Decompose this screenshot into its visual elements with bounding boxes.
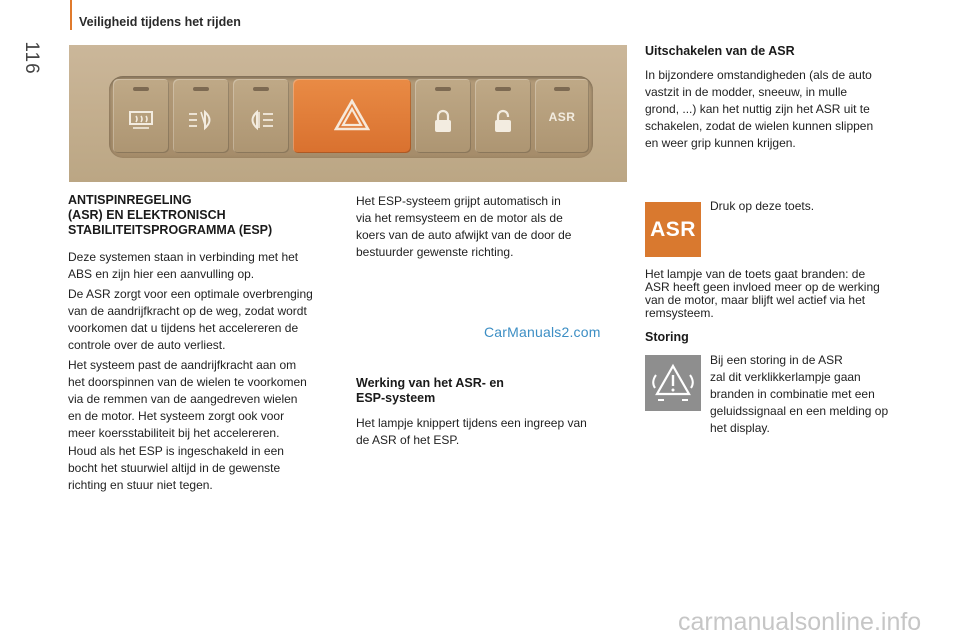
text-line: schakelen, zodat de wielen kunnen slippen [645,119,874,133]
esp-warning-icon [645,355,701,411]
page-number: 116 [21,41,42,75]
section-heading-fault: Storing [645,330,689,344]
asr-switch-label: ASR [548,110,576,124]
text-line: het display. [710,421,770,435]
central-unlock-switch [475,79,531,153]
header-accent-bar [70,0,72,30]
text-line: en weer grip kunnen krijgen. [645,136,796,150]
text-line: vastzit in de modder, sneeuw, in mulle [645,85,848,99]
section-heading-operation [356,376,504,406]
text-line: bocht het stuurwiel altijd in de gewenste [68,461,281,475]
front-fog-light-icon [187,109,215,131]
text-line: geluidssignaal en een melding op [710,404,889,418]
paragraph-lamp-flashes [356,415,587,449]
text-line: zal dit verklikkerlampje gaan [710,370,861,384]
heading-line: ESP-systeem [356,391,436,405]
text-line: Bij een storing in de ASR [710,353,843,367]
paragraph-fault [710,352,888,437]
text-line: Het ESP-systeem grijpt automatisch in [356,194,561,208]
text-line: bestuurder gewenste richting. [356,245,514,259]
switch-strip [109,76,593,158]
hazard-warning-icon [334,99,370,131]
text-line: ABS en zijn hier een aanvulling op. [68,267,255,281]
text-line: de ASR of het ESP. [356,433,460,447]
rear-defrost-switch [113,79,169,153]
text-line: het doorspinnen van de wielen te voorkomen [68,375,307,389]
paragraph-asr [68,286,313,354]
text-line: via het remsysteem en de motor als de [356,211,563,225]
text-line: Het lampje knippert tijdens een ingreep van [356,416,587,430]
text-line: grond, ...) kan het nuttig zijn het ASR uit te [645,102,870,116]
paragraph-esp-cornering [68,443,284,494]
paragraph-disable-asr [645,67,873,152]
chapter-title: Veiligheid tijdens het rijden [79,15,241,29]
paragraph-system [68,357,307,442]
text-line: De ASR zorgt voor een optimale overbrenging [68,287,313,301]
asr-button-label: ASR [650,218,696,241]
text-line: van de motor, maar blijft wel actief via het [645,293,866,307]
switch-led [193,87,209,91]
heading-line: Werking van het ASR- en [356,376,504,390]
section-heading-disable-asr: Uitschakelen van de ASR [645,44,795,58]
text-line: remsysteem. [645,306,714,320]
text-line: via de remmen van de aangedreven wielen [68,392,298,406]
esp-warning-lamp-illustration [645,355,701,411]
text-line: koers van de auto afwijkt van de door de [356,228,572,242]
watermark-carmanuals2: CarManuals2.com [484,324,601,340]
rear-fog-light-switch [233,79,289,153]
central-unlock-icon [492,109,514,133]
heading-line: (ASR) EN ELEKTRONISCH [68,208,226,222]
text-line: Het systeem past de aandrijfkracht aan om [68,358,297,372]
rear-defrost-icon [127,109,155,131]
switch-led [133,87,149,91]
text-line: ASR heeft geen invloed meer op de werking [645,280,880,294]
paragraph-esp-intervention [356,193,571,261]
hazard-warning-switch [293,79,411,153]
text-line: en de motor. Het systeem zorgt ook voor [68,409,285,423]
switch-led [253,87,269,91]
section-heading-asr-esp [68,193,272,238]
paragraph-intro [68,249,298,283]
asr-switch [535,79,589,153]
heading-line: STABILITEITSPROGRAMMA (ESP) [68,223,273,237]
asr-button-illustration [645,202,701,257]
text-line: meer koersstabiliteit bij het accelereren. [68,426,280,440]
central-lock-icon [432,109,454,133]
text-line: voorkomen dat u tijdens het accelereren de [68,321,299,335]
asr-button-caption: Druk op deze toets. [710,199,815,213]
front-fog-light-switch [173,79,229,153]
rear-fog-light-icon [247,109,275,131]
watermark-carmanualsonline: carmanualsonline.info [678,608,922,636]
switch-led [435,87,451,91]
text-line: branden in combinatie met een [710,387,875,401]
text-line: van de aandrijfkracht op de weg, zodat wordt [68,304,307,318]
central-lock-switch [415,79,471,153]
text-line: Het lampje van de toets gaat branden: de [645,267,866,281]
text-line: Houd als het ESP is ingeschakeld in een [68,444,284,458]
text-line: In bijzondere omstandigheden (als de auto [645,68,872,82]
text-line: controle over de auto verliest. [68,338,226,352]
heading-line: ANTISPINREGELING [68,193,192,207]
text-line: richting en stuur niet tegen. [68,478,213,492]
switch-led [495,87,511,91]
switch-led [554,87,570,91]
text-line: Deze systemen staan in verbinding met het [68,250,299,264]
paragraph-lamp-lights [645,268,880,320]
